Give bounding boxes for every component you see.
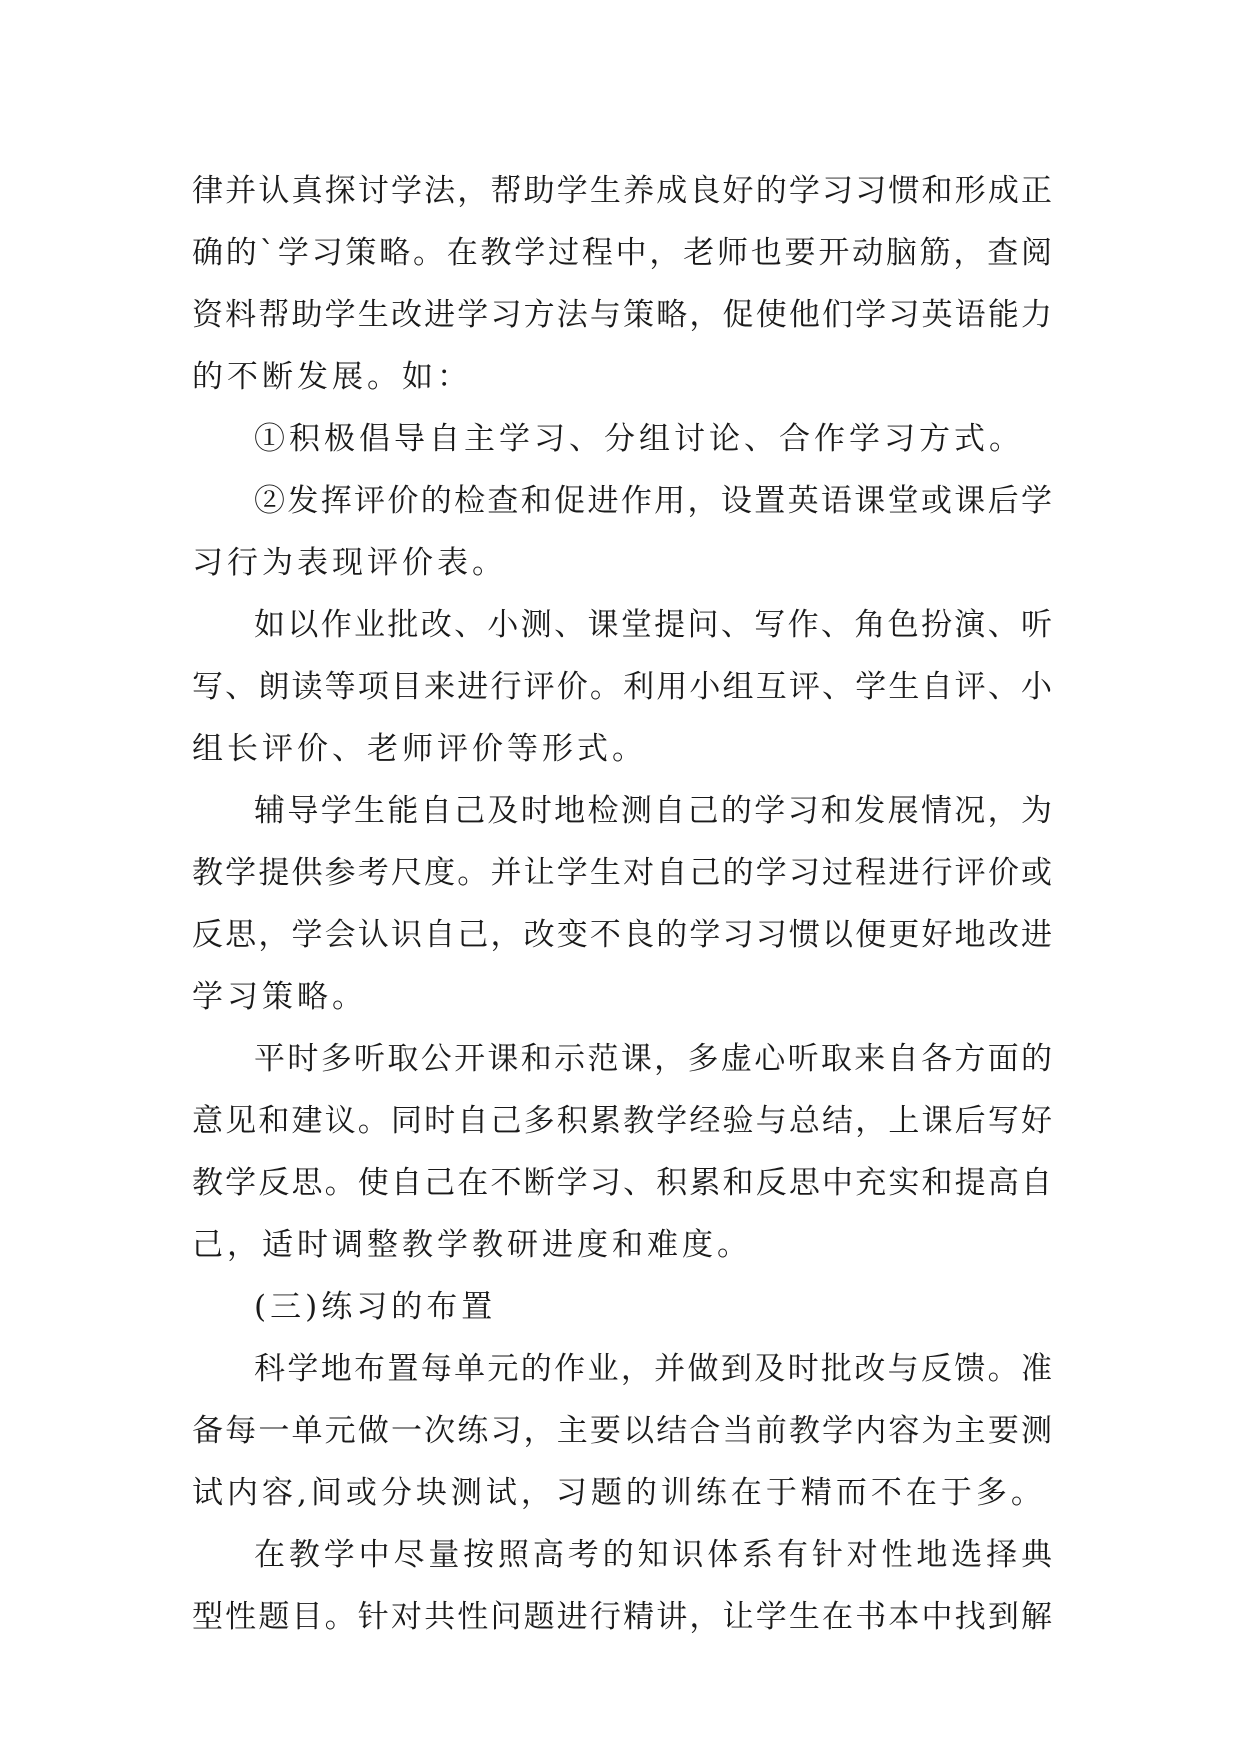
text-line: 试内容,间或分块测试，习题的训练在于精而不在于多。 [192, 1475, 1046, 1511]
section-heading: (三)练习的布置 [254, 1289, 497, 1325]
paragraph-start: 在教学中尽量按照高考的知识体系有针对性地选择典 [254, 1537, 1052, 1573]
text-line: 写、朗读等项目来进行评价。利用小组互评、学生自评、小 [192, 669, 1052, 705]
text-line: 备每一单元做一次练习，主要以结合当前教学内容为主要测 [192, 1413, 1052, 1449]
text-line: 习行为表现评价表。 [192, 545, 507, 581]
list-item: ①积极倡导自主学习、分组讨论、合作学习方式。 [254, 421, 1024, 457]
text-line: 反思，学会认识自己，改变不良的学习习惯以便更好地改进 [192, 917, 1052, 953]
text-line: 意见和建议。同时自己多积累教学经验与总结，上课后写好 [192, 1103, 1052, 1139]
text-line: 教学反思。使自己在不断学习、积累和反思中充实和提高自 [192, 1165, 1052, 1201]
paragraph-start: 科学地布置每单元的作业，并做到及时批改与反馈。准 [254, 1351, 1052, 1387]
paragraph-start: 辅导学生能自己及时地检测自己的学习和发展情况，为 [254, 793, 1052, 829]
paragraph-start: 平时多听取公开课和示范课，多虚心听取来自各方面的 [254, 1041, 1052, 1077]
text-line: 的不断发展。如： [192, 359, 472, 395]
list-item: ②发挥评价的检查和促进作用，设置英语课堂或课后学 [254, 483, 1052, 519]
document-body [192, 160, 1052, 1648]
text-line: 资料帮助学生改进学习方法与策略，促使他们学习英语能力 [192, 297, 1052, 333]
text-line: 教学提供参考尺度。并让学生对自己的学习过程进行评价或 [192, 855, 1052, 891]
text-line: 组长评价、老师评价等形式。 [192, 731, 647, 767]
text-line: 型性题目。针对共性问题进行精讲，让学生在书本中找到解 [192, 1599, 1052, 1635]
paragraph-start: 如以作业批改、小测、课堂提问、写作、角色扮演、听 [254, 607, 1052, 643]
text-line: 确的`学习策略。在教学过程中，老师也要开动脑筋，查阅 [192, 235, 1052, 271]
text-line: 律并认真探讨学法，帮助学生养成良好的学习习惯和形成正 [192, 173, 1052, 209]
text-line: 己，适时调整教学教研进度和难度。 [192, 1227, 752, 1263]
text-line: 学习策略。 [192, 979, 367, 1015]
